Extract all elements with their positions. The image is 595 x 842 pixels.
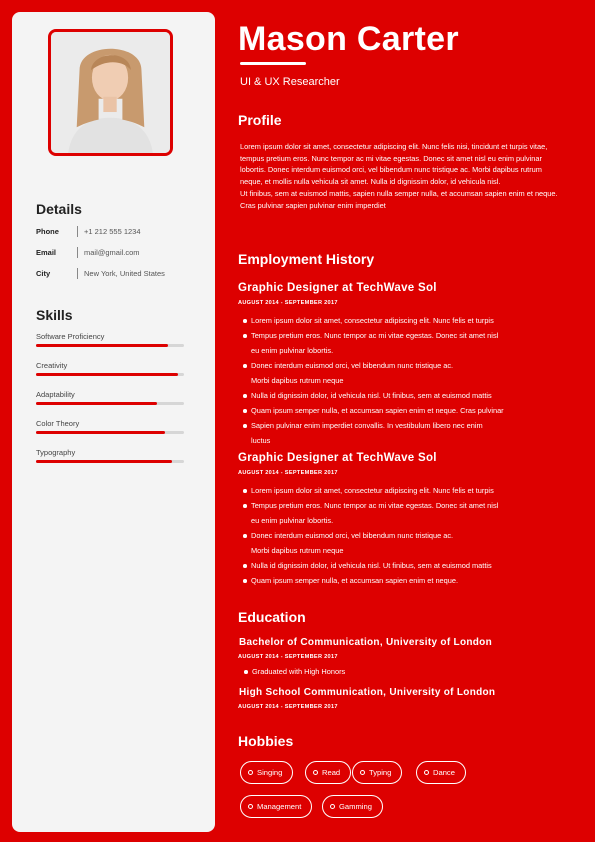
bullet-icon (244, 670, 248, 674)
education-title: High School Communication, University of London (239, 687, 496, 698)
skill-bar (36, 402, 184, 405)
candidate-role: UI & UX Researcher (240, 76, 340, 88)
bullet-icon (243, 534, 247, 538)
bullet-icon (243, 409, 247, 413)
hobbies-heading: Hobbies (238, 733, 294, 749)
skill-bar (36, 373, 184, 376)
detail-value: +1 212 555 1234 (84, 226, 141, 236)
skill-label: Color Theory (36, 419, 80, 428)
detail-divider (77, 247, 78, 258)
skill-item (36, 361, 184, 376)
hobby-chip: Singing (240, 761, 293, 784)
detail-key: City (36, 268, 51, 278)
skill-bar (36, 344, 184, 347)
detail-email (36, 245, 206, 259)
bullet-icon (243, 504, 247, 508)
profile-paragraph: Lorem ipsum dolor sit amet, consectetur adipiscing elit. Nunc felis nisi, tincidunt et turpis vitae, tempus pretium eros. Nunc tempor ac mi vitae egestas. Donec sit amet nisl eu enim pulvinar lobortis. Donec interdum euismod orci, vel bibendum nunc tristique ac. Morbi dapibus rutrum neque, et mollis nulla vehicula sit amet. Nulla id dignissim dolor, id vehicula nisl. (240, 142, 548, 187)
skill-item (36, 419, 184, 434)
sidebar (12, 12, 215, 832)
hobby-chip: Read (305, 761, 351, 784)
skill-bar-fill (36, 460, 172, 463)
detail-value: mail@gmail.com (84, 247, 140, 257)
skill-label: Adaptability (36, 390, 75, 399)
list-item: Donec interdum euismod orci, vel bibendum nunc tristique ac. (243, 528, 565, 543)
list-item: eu enim pulvinar lobortis. (251, 516, 334, 525)
hobby-chip: Typing (352, 761, 402, 784)
skill-bar-fill (36, 373, 178, 376)
circle-icon (248, 804, 253, 809)
detail-key: Email (36, 247, 57, 257)
skill-bar-fill (36, 431, 165, 434)
list-item: eu enim pulvinar lobortis. (251, 346, 334, 355)
hobby-chip: Management (240, 795, 312, 818)
bullet-icon (243, 489, 247, 493)
employment-heading: Employment History (238, 251, 375, 267)
skill-bar (36, 431, 184, 434)
portrait-image (51, 32, 170, 153)
hobby-chip: Dance (416, 761, 466, 784)
list-item: Lorem ipsum dolor sit amet, consectetur adipiscing elit. Nunc felis et turpis (243, 313, 565, 328)
list-item: Morbi dapibus rutrum neque (251, 546, 344, 555)
bullet-icon (243, 394, 247, 398)
skill-bar-fill (36, 402, 157, 405)
candidate-name: Mason Carter (238, 20, 459, 58)
bullet-icon (243, 424, 247, 428)
bullet-icon (243, 334, 247, 338)
list-item: Tempus pretium eros. Nunc tempor ac mi vitae egestas. Donec sit amet nisl (243, 498, 565, 513)
profile-paragraph-2: Ut finibus, sem at euismod mattis, sapien nulla semper nulla, et accumsan sapien enim et neque. Cras pulvinar sapien pulvinar enim imperdiet (240, 188, 558, 210)
hobby-chip: Gamming (322, 795, 383, 818)
education-heading: Education (238, 609, 306, 625)
profile-heading: Profile (238, 112, 282, 128)
circle-icon (424, 770, 429, 775)
skill-label: Typography (36, 448, 76, 457)
job-title: Graphic Designer at TechWave Sol (238, 282, 437, 294)
job-title: Graphic Designer at TechWave Sol (238, 452, 437, 464)
skill-bar (36, 460, 184, 463)
job-date: AUGUST 2014 - SEPTEMBER 2017 (238, 470, 338, 476)
bullet-icon (243, 564, 247, 568)
job-bullets (243, 483, 565, 588)
skill-label: Creativity (36, 361, 68, 370)
education-title: Bachelor of Communication, University of London (239, 637, 493, 648)
job-date: AUGUST 2014 - SEPTEMBER 2017 (238, 300, 338, 306)
skill-label: Software Proficiency (36, 332, 105, 341)
list-item: Lorem ipsum dolor sit amet, consectetur adipiscing elit. Nunc felis et turpis (243, 483, 565, 498)
skills-heading: Skills (36, 307, 73, 323)
list-item: luctus (251, 436, 271, 445)
detail-value: New York, United States (84, 268, 165, 278)
bullet-icon (243, 319, 247, 323)
list-item: Morbi dapibus rutrum neque (251, 376, 344, 385)
job-bullets (243, 313, 565, 448)
detail-city (36, 266, 206, 280)
skill-bar-fill (36, 344, 168, 347)
detail-phone (36, 224, 206, 238)
bullet-icon (243, 579, 247, 583)
detail-divider (77, 268, 78, 279)
skill-item (36, 332, 184, 347)
profile-text (240, 141, 565, 211)
list-item: Tempus pretium eros. Nunc tempor ac mi vitae egestas. Donec sit amet nisl (243, 328, 565, 343)
list-item: Donec interdum euismod orci, vel bibendum nunc tristique ac. (243, 358, 565, 373)
education-date: AUGUST 2014 - SEPTEMBER 2017 (238, 654, 338, 660)
name-underline (240, 62, 306, 65)
list-item: Quam ipsum semper nulla, et accumsan sapien enim et neque. Cras pulvinar (243, 403, 565, 418)
education-bullets (244, 664, 566, 679)
list-item: Sapien pulvinar enim imperdiet convallis. In vestibulum libero nec enim (243, 418, 565, 433)
detail-key: Phone (36, 226, 59, 236)
circle-icon (330, 804, 335, 809)
list-item: Nulla id dignissim dolor, id vehicula nisl. Ut finibus, sem at euismod mattis (243, 558, 565, 573)
list-item: Graduated with High Honors (244, 664, 566, 679)
details-heading: Details (36, 201, 82, 217)
circle-icon (313, 770, 318, 775)
skill-item (36, 390, 184, 405)
profile-photo (48, 29, 173, 156)
list-item: Nulla id dignissim dolor, id vehicula nisl. Ut finibus, sem at euismod mattis (243, 388, 565, 403)
detail-divider (77, 226, 78, 237)
circle-icon (360, 770, 365, 775)
education-date: AUGUST 2014 - SEPTEMBER 2017 (238, 704, 338, 710)
skill-item (36, 448, 184, 463)
circle-icon (248, 770, 253, 775)
bullet-icon (243, 364, 247, 368)
list-item: Quam ipsum semper nulla, et accumsan sapien enim et neque. (243, 573, 565, 588)
